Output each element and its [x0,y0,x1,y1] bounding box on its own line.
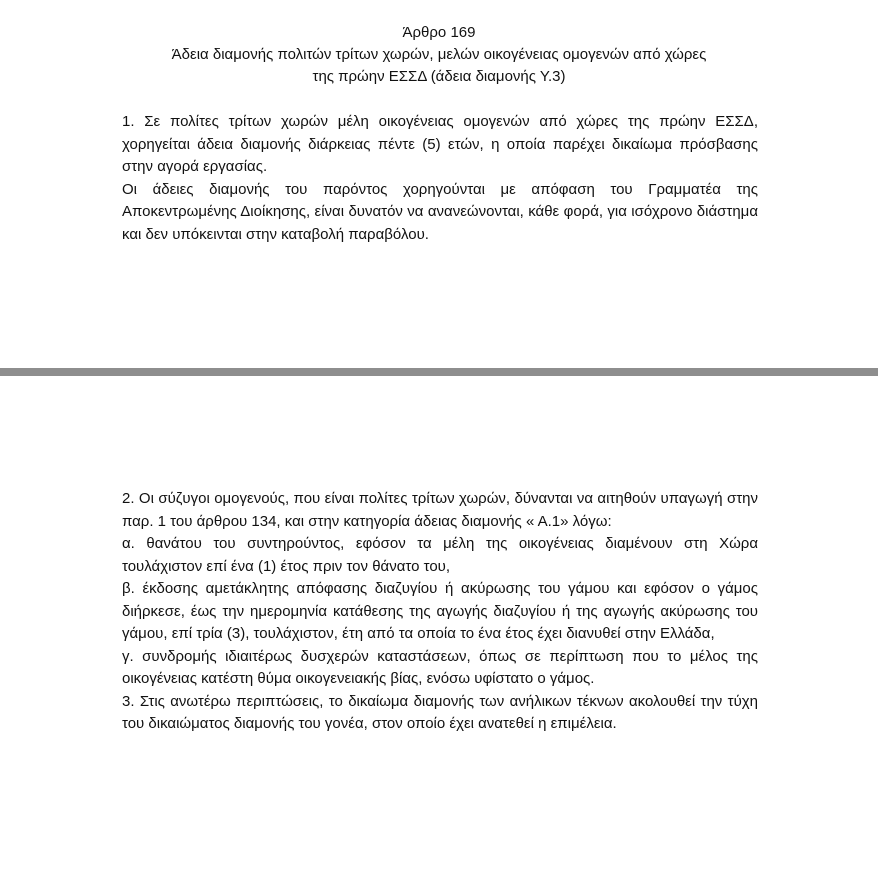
page-2-body [122,488,758,736]
paragraph-2-item-c: γ. συνδρομής ιδιαιτέρως δυσχερών καταστάσεων, όπως σε περίπτωση που το μέλος της οικογένειας κατέστη θύμα οικογενειακής βίας, ενόσω υφίστατο ο γάμος. [122,647,758,687]
paragraph-2: 2. Οι σύζυγοι ομογενούς, που είναι πολίτες τρίτων χωρών, δύνανται να αιτηθούν υπαγωγή στην παρ. 1 του άρθρου 134, και στην κατηγορία άδειας διαμονής « Α.1» λόγω: [122,490,758,530]
paragraph-3: 3. Στις ανωτέρω περιπτώσεις, το δικαίωμα διαμονής των ανήλικων τέκνων ακολουθεί την τύχη του δικαιώματος διαμονής του γονέα, στον οποίο έχει ανατεθεί η επιμέλεια. [122,692,758,732]
paragraph-1: 1. Σε πολίτες τρίτων χωρών μέλη οικογένειας ομογενών από χώρες της πρώην ΕΣΣΔ, χορηγείται άδεια διαμονής διάρκειας πέντε (5) ετών, η οποία παρέχει δικαίωμα πρόσβασης στην αγορά εργασίας. [122,113,758,175]
paragraph-1-continued: Οι άδειες διαμονής του παρόντος χορηγούνται με απόφαση του Γραμματέα της Αποκεντρωμένης Διοίκησης, είναι δυνατόν να ανανεώνονται, κάθε φορά, για ισόχρονο διάστημα και δεν υπόκεινται στην καταβολή παραβόλου. [122,180,758,243]
page-separator [0,368,878,376]
article-title-line-1: Άδεια διαμονής πολιτών τρίτων χωρών, μελών οικογένειας ομογενών από χώρες [171,46,707,63]
article-title-line-2: της πρώην ΕΣΣΔ (άδεια διαμονής Υ.3) [312,68,566,85]
page-1-body [122,111,758,246]
paragraph-2-item-a: α. θανάτου του συντηρούντος, εφόσον τα μέλη της οικογένειας διαμένουν στη Χώρα τουλάχιστον επί ένα (1) έτος πριν τον θάνατο του, [122,535,758,575]
article-number: Άρθρο 169 [402,24,476,41]
document-page-1 [0,0,878,368]
paragraph-2-item-b: β. έκδοσης αμετάκλητης απόφασης διαζυγίου ή ακύρωσης του γάμου και εφόσον ο γάμος διήρκεσε, έως την ημερομηνία κατάθεσης της αγωγής διαζυγίου ή της αγωγής ακύρωσης του γάμου, επί τρία (3), τουλάχιστον, έτη από τα οποία το ένα έτος έχει διανυθεί στην Ελλάδα, [122,580,758,642]
